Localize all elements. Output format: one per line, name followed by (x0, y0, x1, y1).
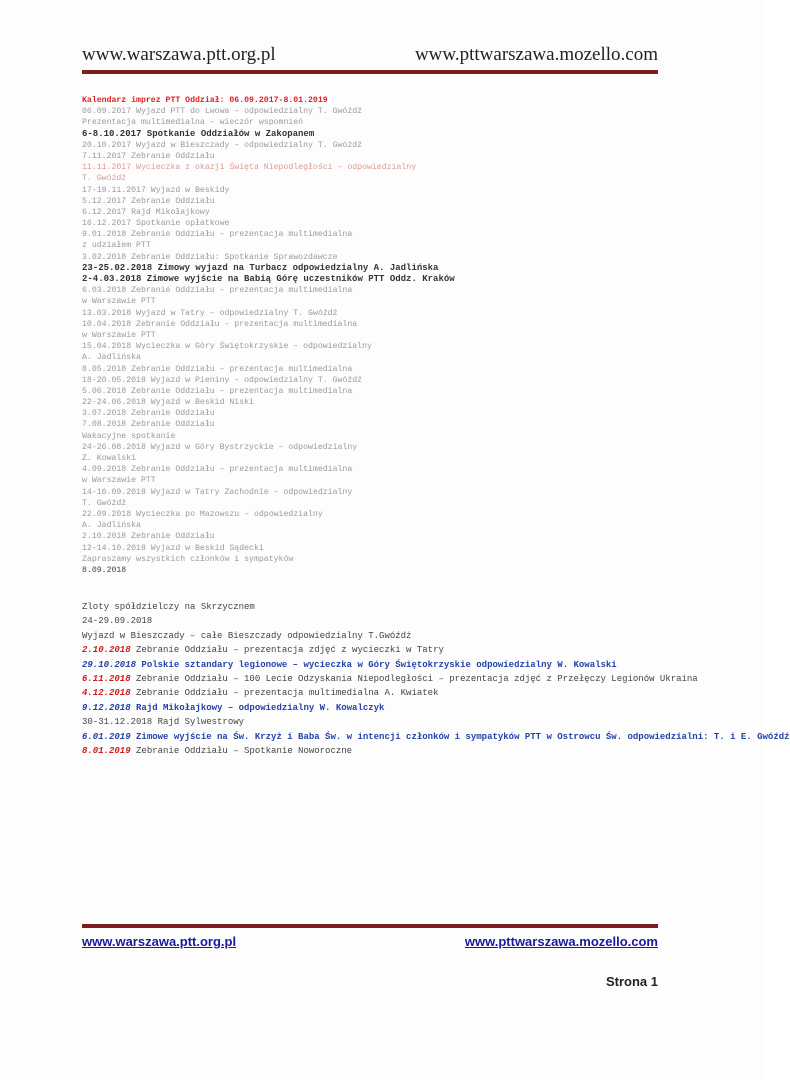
calendar-line: 24-26.08.2018 Wyjazd w Góry Bystrzyckie – odpowiedzialny (82, 442, 358, 452)
entry-text: Zloty spółdzielczy na Skrzycznem (82, 602, 255, 612)
calendar-line: 13.03.2018 Wyjazd w Tatry – odpowiedzialny T. Gwóźdź (82, 308, 338, 318)
entry-text: Zebranie Oddziału – Spotkanie Noworoczne (136, 745, 353, 756)
calendar-line: 8.09.2018 (82, 565, 127, 575)
calendar-line: 16.12.2017 Spotkanie opłatkowe (82, 219, 230, 229)
calendar-line: 06.09.2017 Wyjazd PTT do Lwowa – odpowiedzialny T. Gwóźdź (82, 107, 363, 117)
calendar-line: 14-16.09.2018 Wyjazd w Tatry Zachodnie – odpowiedzialny (82, 487, 353, 497)
calendar-line: Zapraszamy wszystkich członków i sympatyków (82, 554, 294, 564)
calendar-line: 11.11.2017 Wycieczka z okazji Święta Niepodległości – odpowiedzialny (82, 163, 417, 173)
calendar-line: 2.10.2018 Zebranie Oddziału (82, 532, 215, 542)
calendar-entry (82, 614, 662, 628)
calendar-line: T. Gwóźdź (82, 498, 127, 508)
entry-text: Rajd Mikołajkowy – odpowiedzialny W. Kowalczyk (136, 702, 385, 713)
page-footer (82, 934, 658, 949)
calendar-line: T. Gwóźdź (82, 174, 127, 184)
calendar-line: 20.10.2017 Wyjazd w Bieszczady – odpowiedzialny T. Gwóźdź (82, 140, 363, 150)
calendar-entry (82, 715, 662, 729)
entry-text: Zebranie Oddziału – prezentacja zdjęć z wycieczki w Tatry (136, 645, 444, 656)
calendar-line: 17-19.11.2017 Wyjazd w Beskidy (82, 185, 230, 195)
calendar-line: 6.03.2018 Zebranie Oddziału – prezentacja multimedialna (82, 286, 353, 296)
calendar-line: 7.08.2018 Zebranie Oddziału (82, 420, 215, 430)
footer-right-url[interactable]: www.pttwarszawa.mozello.com (464, 934, 658, 949)
footer-left-url[interactable]: www.warszawa.ptt.org.pl (82, 934, 237, 949)
calendar-entry (82, 658, 662, 672)
footer-rule (82, 924, 658, 928)
entry-text: Polskie sztandary legionowe – wycieczka w Góry Świętokrzyskie odpowiedzialny W. Kowalski (141, 659, 617, 670)
calendar-line: 22-24.06.2018 Wyjazd w Beskid Niski (82, 398, 254, 408)
entry-text: Zebranie Oddziału – prezentacja multimedialna A. Kwiatek (136, 688, 439, 699)
entry-text: 30-31.12.2018 Rajd Sylwestrowy (82, 717, 245, 728)
calendar-line: 15.04.2018 Wycieczka w Góry Świętokrzyskie – odpowiedzialny (82, 342, 372, 352)
entry-text: Zebranie Oddziału – 100 Lecie Odzyskania Niepodległości – prezentacja zdjęć z Przełęczy Legionów Ukraina (136, 673, 698, 684)
calendar-line: 3.02.2018 Zebranie Oddziału: Spotkanie Sprawozdawcze (82, 252, 338, 262)
header-right-url[interactable]: www.pttwarszawa.mozello.com (414, 44, 658, 65)
calendar-entry (82, 730, 790, 744)
calendar-line: A. Jadlińska (82, 521, 141, 531)
calendar-line: 7.11.2017 Zebranie Oddziału (82, 151, 215, 161)
entry-date: 9.12.2018 (82, 702, 137, 713)
entry-text: 24-29.09.2018 (82, 616, 153, 627)
calendar-entry (82, 686, 662, 700)
calendar-line: w Warszawie PTT (82, 297, 156, 307)
calendar-line: 18-20.05.2018 Wyjazd w Pieniny – odpowiedzialny T. Gwóźdź (82, 375, 363, 385)
page-number: Strona 1 (605, 974, 658, 989)
calendar-line: 5.06.2018 Zebranie Oddziału – prezentacja multimedialna (82, 386, 353, 396)
entry-date: 6.01.2019 (82, 731, 137, 742)
calendar-line: Prezentacja multimedialna – wieczór wspomnień (82, 118, 304, 128)
calendar-line: Wakacyjne spotkanie (82, 431, 176, 441)
calendar-entry (82, 701, 662, 715)
calendar-line: 12-14.10.2018 Wyjazd w Beskid Sądecki (82, 543, 264, 553)
calendar-line: A. Jadlińska (82, 353, 141, 363)
calendar-line: 3.07.2018 Zebranie Oddziału (82, 409, 215, 419)
calendar-line: 6-8.10.2017 Spotkanie Oddziałów w Zakopanem (82, 128, 315, 139)
calendar-line: 10.04.2018 Zebranie Oddziału – prezentacja multimedialna (82, 319, 358, 329)
calendar-line: 5.12.2017 Zebranie Oddziału (82, 196, 215, 206)
calendar-line: 23-25.02.2018 Zimowy wyjazd na Turbacz odpowiedzialny A. Jadlińska (82, 262, 439, 273)
calendar-entry (82, 629, 662, 643)
calendar-lower-section (82, 600, 790, 758)
entry-date: 4.12.2018 (82, 688, 137, 699)
entry-text: Zimowe wyjście na Św. Krzyż i Baba Św. w intencji członków i sympatyków PTT w Ostrowcu Św. odpowiedzialni: T. i E. Gwóźdź (136, 731, 790, 742)
header-rule (82, 70, 658, 74)
calendar-entry (82, 643, 662, 657)
calendar-line: w Warszawie PTT (82, 330, 156, 340)
entry-text: Wyjazd w Bieszczady – całe Bieszczady odpowiedzialny T.Gwóźdź (82, 630, 412, 641)
calendar-line: Kalendarz imprez PTT Oddział: 06.09.2017-8.01.2019 (82, 96, 328, 105)
entry-date: 2.10.2018 (82, 645, 137, 656)
calendar-upper-section (82, 95, 662, 576)
calendar-entry (82, 744, 662, 758)
calendar-line: w Warszawie PTT (82, 476, 156, 486)
entry-date: 6.11.2018 (82, 673, 137, 684)
calendar-line: 4.09.2018 Zebranie Oddziału – prezentacja multimedialna (82, 465, 353, 475)
calendar-line: 6.12.2017 Rajd Mikołajkowy (82, 207, 210, 217)
entry-date: 8.01.2019 (82, 745, 137, 756)
calendar-entry (82, 600, 662, 614)
entry-date: 29.10.2018 (82, 659, 142, 670)
calendar-line: Z. Kowalski (82, 454, 137, 463)
calendar-line: 8.05.2018 Zebranie Oddziału – prezentacja multimedialna (82, 364, 353, 374)
header-left-url[interactable]: www.warszawa.ptt.org.pl (82, 44, 276, 65)
calendar-line: 9.01.2018 Zebranie Oddziału – prezentacja multimedialna (82, 230, 353, 240)
calendar-line: 2-4.03.2018 Zimowe wyjście na Babią Górę uczestników PTT Oddz. Kraków (82, 274, 455, 284)
page-header (82, 44, 658, 66)
calendar-entry (82, 672, 698, 686)
calendar-line: z udziałem PTT (82, 241, 151, 251)
calendar-line: 22.09.2018 Wycieczka po Mazowszu – odpowiedzialny (82, 509, 323, 519)
